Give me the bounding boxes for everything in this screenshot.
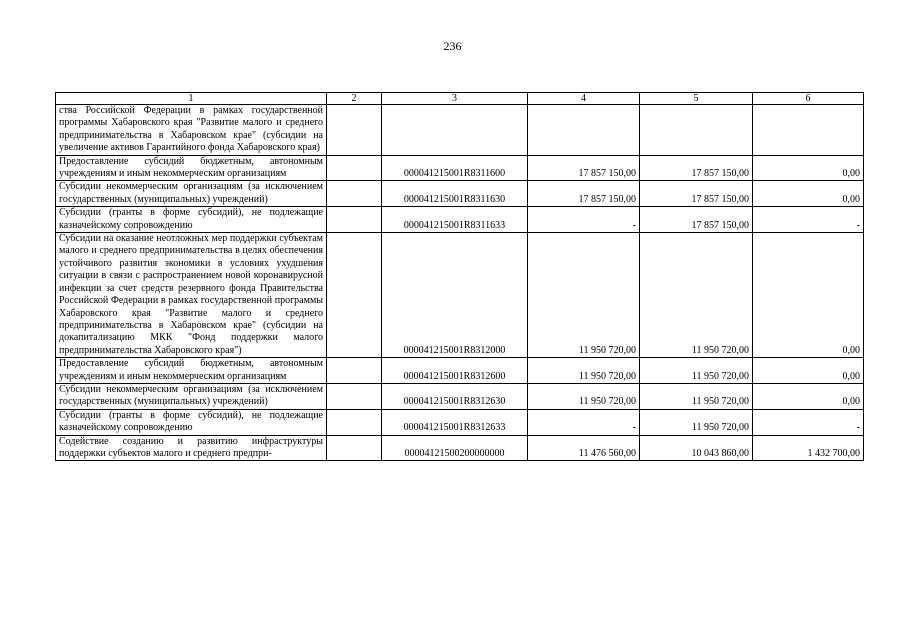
row-col6: 0,00 (753, 181, 864, 207)
row-col6 (753, 105, 864, 156)
column-header: 1 (56, 93, 327, 105)
row-col2 (327, 233, 382, 358)
row-col4: 11 950 720,00 (528, 358, 640, 384)
row-code (382, 105, 528, 156)
row-description: Предоставление субсидий бюджетным, автономным учреждениям и иным некоммерческим организациям (56, 155, 327, 181)
table-row (56, 105, 864, 156)
table-row (56, 383, 864, 409)
row-description: Субсидии на оказание неотложных мер поддержки субъектам малого и среднего предпринимательства в целях обеспечения устойчивого развития экономики в условиях ухудшения ситуации в связи с распространением новой коронавирусной инфекции за счет средств резервного фонда Правительства Российской Федерации в рамках государственной программы Хабаровского края "Развитие малого и среднего предпринимательства в Хабаровском крае" (субсидии на докапитализацию МКК "Фонд поддержки малого предпринимательства Хабаровского края") (56, 233, 327, 358)
column-header: 2 (327, 93, 382, 105)
row-description: Предоставление субсидий бюджетным, автономным учреждениям и иным некоммерческим организациям (56, 358, 327, 384)
row-col4: 17 857 150,00 (528, 155, 640, 181)
row-code: 000041215001R8312000 (382, 233, 528, 358)
row-col5: 17 857 150,00 (640, 155, 753, 181)
table-row (56, 409, 864, 435)
table-row (56, 155, 864, 181)
row-col4: 17 857 150,00 (528, 181, 640, 207)
budget-table (55, 92, 864, 461)
column-header: 5 (640, 93, 753, 105)
table-row (56, 207, 864, 233)
row-col5: 17 857 150,00 (640, 181, 753, 207)
row-code: 000041215001R8311630 (382, 181, 528, 207)
table-row (56, 181, 864, 207)
row-col6: 0,00 (753, 233, 864, 358)
row-col2 (327, 358, 382, 384)
row-col2 (327, 155, 382, 181)
row-col5: 11 950 720,00 (640, 358, 753, 384)
row-col5: 10 043 860,00 (640, 435, 753, 461)
row-col2 (327, 409, 382, 435)
row-col4: 11 950 720,00 (528, 233, 640, 358)
row-col6: 0,00 (753, 155, 864, 181)
column-header: 6 (753, 93, 864, 105)
row-col4 (528, 105, 640, 156)
table-row (56, 435, 864, 461)
row-code: 000041215001R8311600 (382, 155, 528, 181)
row-col6: 0,00 (753, 383, 864, 409)
row-code: 000041215001R8312600 (382, 358, 528, 384)
column-header: 3 (382, 93, 528, 105)
row-col2 (327, 207, 382, 233)
row-col4: - (528, 409, 640, 435)
header-row (56, 93, 864, 105)
column-header: 4 (528, 93, 640, 105)
table-row (56, 233, 864, 358)
row-code: 000041215001R8311633 (382, 207, 528, 233)
row-code: 00004121500200000000 (382, 435, 528, 461)
row-description: Субсидии некоммерческим организациям (за исключением государственных (муниципальных) учреждений) (56, 181, 327, 207)
row-col6: - (753, 207, 864, 233)
row-description: ства Российской Федерации в рамках государственной программы Хабаровского края "Развитие малого и среднего предпринимательства в Хабаровском крае" (субсидии на увеличение активов Гарантийного фонда Хабаровского края) (56, 105, 327, 156)
row-col2 (327, 383, 382, 409)
row-col2 (327, 181, 382, 207)
row-col5 (640, 105, 753, 156)
row-col2 (327, 105, 382, 156)
row-col6: - (753, 409, 864, 435)
row-col5: 17 857 150,00 (640, 207, 753, 233)
row-col4: - (528, 207, 640, 233)
row-col6: 0,00 (753, 358, 864, 384)
row-col4: 11 476 560,00 (528, 435, 640, 461)
row-col6: 1 432 700,00 (753, 435, 864, 461)
row-col4: 11 950 720,00 (528, 383, 640, 409)
row-description: Субсидии (гранты в форме субсидий), не подлежащие казначейскому сопровождению (56, 409, 327, 435)
page-number: 236 (443, 39, 462, 53)
row-code: 000041215001R8312630 (382, 383, 528, 409)
row-description: Субсидии (гранты в форме субсидий), не подлежащие казначейскому сопровождению (56, 207, 327, 233)
table-row (56, 358, 864, 384)
row-description: Субсидии некоммерческим организациям (за исключением государственных (муниципальных) учреждений) (56, 383, 327, 409)
row-col2 (327, 435, 382, 461)
row-col5: 11 950 720,00 (640, 233, 753, 358)
row-col5: 11 950 720,00 (640, 383, 753, 409)
row-code: 000041215001R8312633 (382, 409, 528, 435)
row-description: Содействие созданию и развитию инфраструктуры поддержки субъектов малого и среднего предпри- (56, 435, 327, 461)
row-col5: 11 950 720,00 (640, 409, 753, 435)
